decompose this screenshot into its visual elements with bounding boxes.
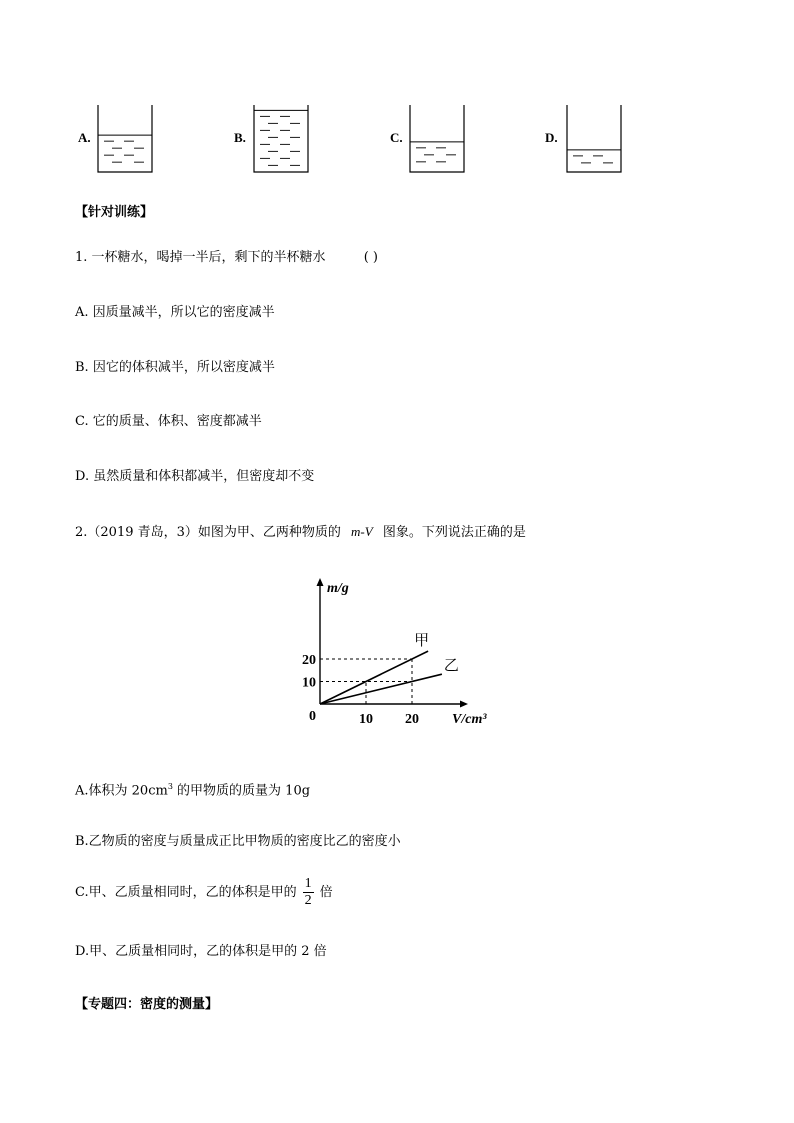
- q2-option-a-suffix: 的甲物质的质量为 10g: [172, 783, 311, 799]
- fraction-numerator: 1: [304, 876, 312, 891]
- beaker-c: [408, 104, 468, 174]
- series-line-yi: [320, 674, 442, 704]
- y-tick-label: 20: [302, 653, 316, 668]
- origin-label: 0: [309, 709, 316, 724]
- section-topic4-heading: 【专题四：密度的测量】: [75, 997, 219, 1012]
- q2-option-a-sup: 3: [167, 782, 173, 791]
- beaker-label-a: A.: [78, 130, 91, 145]
- x-tick-label: 20: [405, 712, 419, 727]
- beaker-d: [565, 104, 625, 174]
- q1-option-a: A. 因质量减半，所以它的密度减半: [75, 305, 275, 320]
- q2-option-c: [75, 876, 333, 910]
- beaker-label-b: B.: [234, 130, 246, 145]
- q1-answer-blank: ( ): [363, 250, 378, 265]
- q1-option-c: C. 它的质量、体积、密度都减半: [75, 414, 262, 429]
- beaker-a: [96, 104, 156, 174]
- q2-stem: [75, 524, 526, 541]
- beaker-b: [252, 104, 312, 174]
- m-v-graph: [298, 572, 510, 740]
- q1-option-d: D. 虽然质量和体积都减半，但密度却不变: [75, 469, 315, 484]
- section-training-heading: 【针对训练】: [75, 205, 154, 220]
- fraction-denominator: 2: [304, 893, 312, 908]
- q1-option-b: B. 因它的体积减半，所以密度减半: [75, 360, 275, 375]
- q2-stem-suffix: 图象。下列说法正确的是: [382, 525, 526, 540]
- y-axis-label: m/g: [327, 581, 349, 596]
- beaker-label-c: C.: [390, 130, 403, 145]
- q2-option-b: B.乙物质的密度与质量成正比甲物质的密度比乙的密度小: [75, 834, 401, 849]
- y-tick-label: 10: [302, 675, 316, 691]
- q1-stem-text: 1. 一杯糖水，喝掉一半后，剩下的半杯糖水: [75, 250, 326, 265]
- q2-stem-prefix: 2.（2019 青岛，3）如图为甲、乙两种物质的: [75, 525, 341, 540]
- q2-option-c-prefix: C.甲、乙质量相同时，乙的体积是甲的: [75, 885, 297, 900]
- q2-option-a: [75, 779, 310, 799]
- q2-option-c-suffix: 倍: [319, 885, 333, 900]
- series-label-jia: 甲: [414, 633, 430, 650]
- q2-stem-var: m-V: [351, 524, 373, 539]
- x-tick-label: 10: [359, 712, 373, 727]
- series-label-yi: 乙: [443, 658, 459, 675]
- beaker-wall: [254, 105, 308, 172]
- beaker-wall: [567, 105, 621, 172]
- q2-option-c-fraction: [303, 876, 314, 909]
- x-axis-arrow: [460, 701, 468, 708]
- beaker-label-d: D.: [545, 130, 558, 145]
- x-axis-label: V/cm³: [452, 712, 487, 727]
- q2-option-d: D.甲、乙质量相同时，乙的体积是甲的 2 倍: [75, 944, 327, 959]
- q1-stem: [75, 250, 378, 266]
- q2-option-a-prefix: A.体积为 20cm: [75, 783, 168, 799]
- y-axis-arrow: [317, 578, 324, 586]
